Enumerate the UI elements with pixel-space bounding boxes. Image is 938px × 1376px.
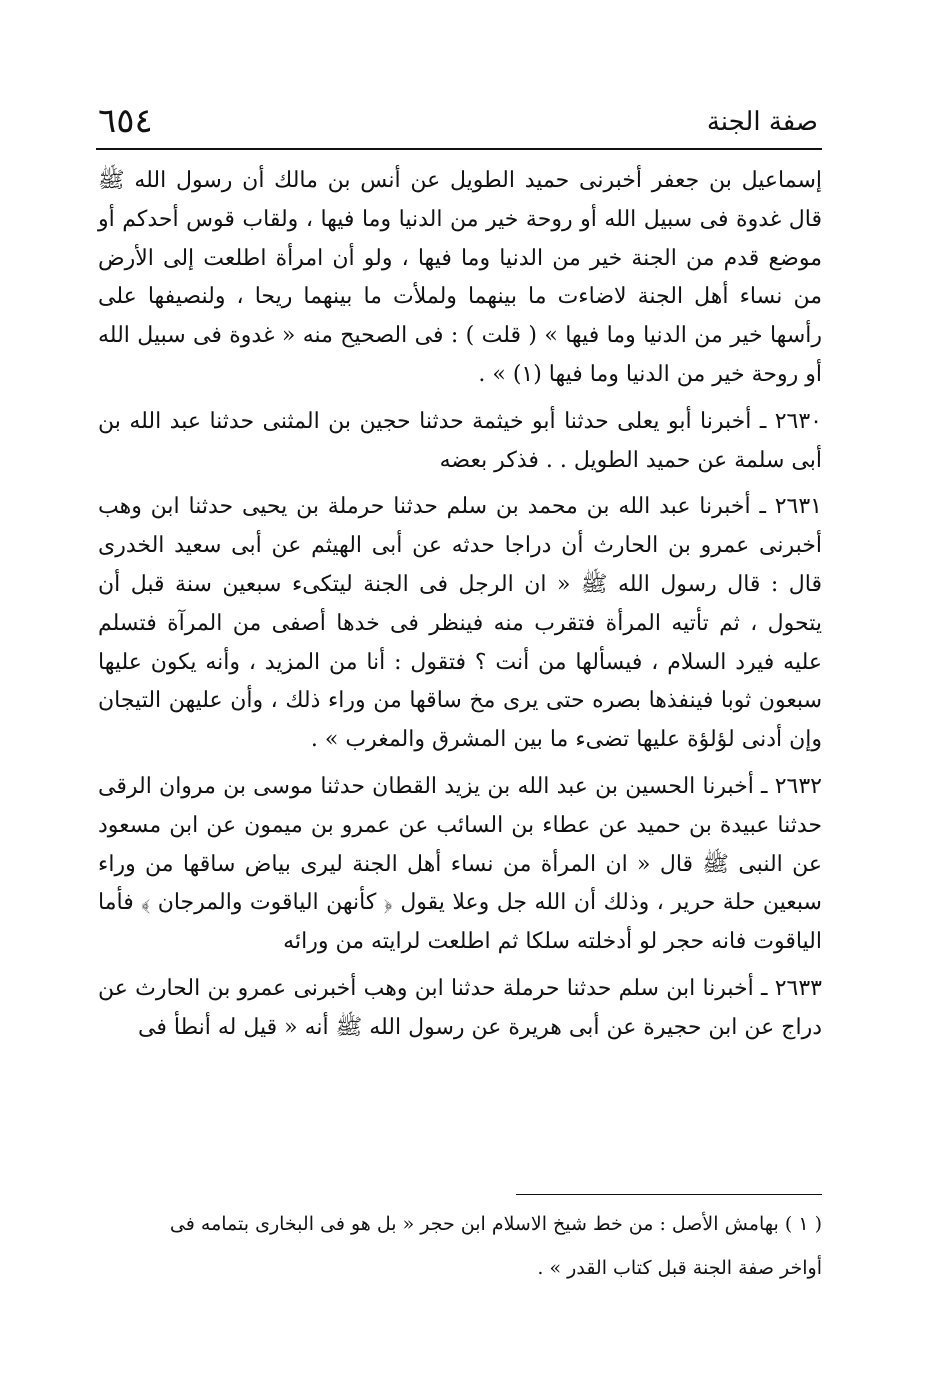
footnote-line-2: أواخر صفة الجنة قبل كتاب القدر » . bbox=[537, 1257, 822, 1279]
page-header bbox=[98, 98, 818, 144]
page-number: ٦٥٤ bbox=[98, 101, 153, 141]
running-title: صفة الجنة bbox=[706, 107, 818, 137]
footnote-line-1: ( ١ ) بهامش الأصل : من خط شيخ الاسلام ابن حجر « بل هو فى البخارى بتمامه فى bbox=[169, 1213, 822, 1235]
hadith-2631: ٢٦٣١ ـ أخبرنا عبد الله بن محمد بن سلم حدثنا حرملة بن يحيى حدثنا ابن وهب أخبرنى عمرو بن الحارث أن دراجا حدثه عن أبى الهيثم عن أبى سعيد الخدرى قال : قال رسول الله ﷺ « ان الرجل فى الجنة ليتكىء سبعين سنة قبل أن يتحول ، ثم تأتيه المرأة فتقرب منه فينظر فى خدها أصفى من المرآة فتسلم عليه فيرد السلام ، فيسألها من أنت ؟ فتقول : أنا من المزيد ، وأنه يكون عليها سبعون ثوبا فينفذها بصره حتى يرى مخ ساقها من وراء ذلك ، وأن عليهن التيجان وإن أدنى لؤلؤة عليها تضىء ما بين المشرق والمغرب » . bbox=[98, 494, 822, 753]
paragraph-continuation: إسماعيل بن جعفر أخبرنى حميد الطويل عن أنس بن مالك أن رسول الله ﷺ قال غدوة فى سبيل الله أو روحة خير من الدنيا وما فيها ، ولقاب قوس أحدكم أو موضع قدم من الجنة خير من الدنيا وما فيها ، ولو أن امرأة اطلعت إلى الأرض من نساء أهل الجنة لاضاءت ما بينهما ولملأت ما بينهما ريحا ، ولنصيفها على رأسها خير من الدنيا وما فيها » ( قلت ) : فى الصحيح منه « غدوة فى سبيل الله أو روحة خير من الدنيا وما فيها (١) » . bbox=[98, 168, 822, 387]
footnotes bbox=[98, 1202, 822, 1290]
hadith-2633: ٢٦٣٣ ـ أخبرنا ابن سلم حدثنا حرملة حدثنا ابن وهب أخبرنى عمرو بن الحارث عن دراج عن ابن حجيرة عن أبى هريرة عن رسول الله ﷺ أنه « قيل له أنطأ فى bbox=[98, 975, 822, 1040]
footnote-rule bbox=[516, 1194, 822, 1195]
body-text bbox=[98, 162, 822, 1056]
hadith-2630: ٢٦٣٠ ـ أخبرنا أبو يعلى حدثنا أبو خيثمة حدثنا حجين بن المثنى حدثنا عبد الله بن أبى سلمة عن حميد الطويل . . فذكر بعضه bbox=[98, 408, 822, 473]
header-rule bbox=[96, 148, 822, 150]
hadith-2632: ٢٦٣٢ ـ أخبرنا الحسين بن عبد الله بن يزيد القطان حدثنا موسى بن مروان الرقى حدثنا عبيدة بن حميد عن عطاء بن السائب عن عمرو بن ميمون عن ابن مسعود عن النبى ﷺ قال « ان المرأة من نساء أهل الجنة ليرى بياض ساقها من وراء سبعين حلة حرير ، وذلك أن الله جل وعلا يقول ﴿ كأنهن الياقوت والمرجان ﴾ فأما الياقوت فانه حجر لو أدخلته سلكا ثم اطلعت لرايته من ورائه bbox=[98, 773, 822, 955]
